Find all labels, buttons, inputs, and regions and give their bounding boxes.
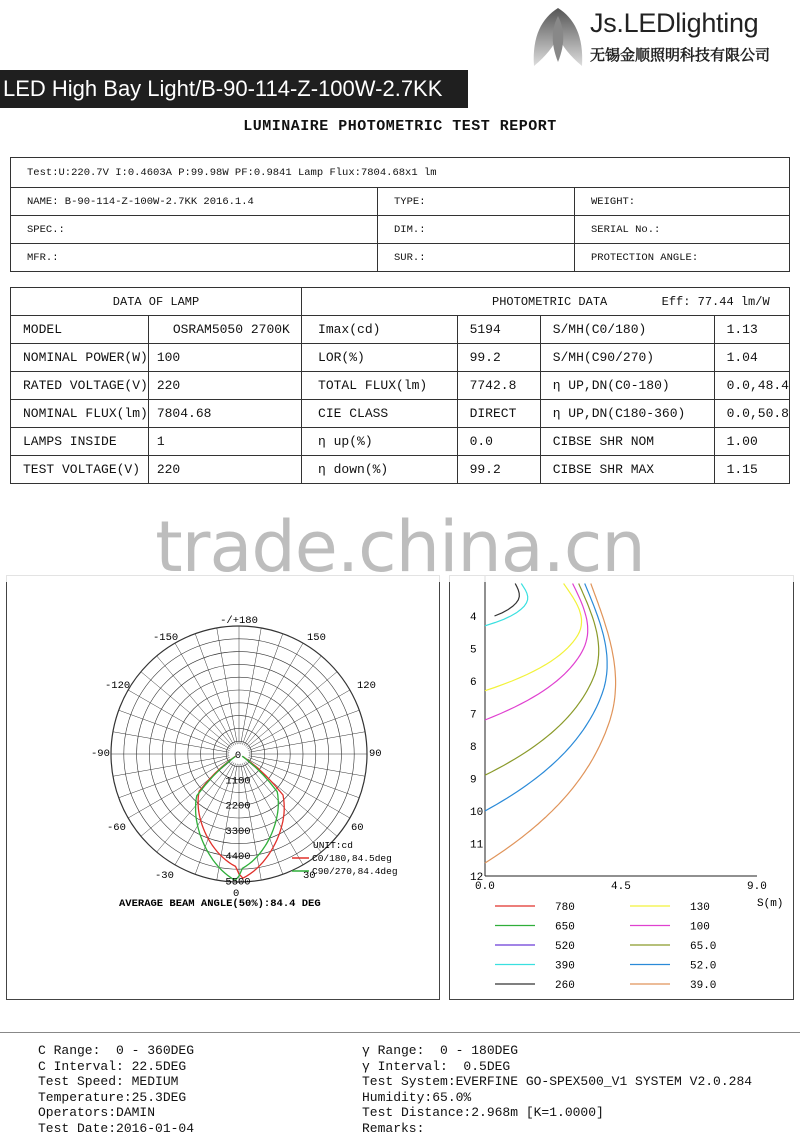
legend-label: 52.0 [690,960,717,973]
serial-field: SERIAL No.: [575,216,790,244]
legend-label: 520 [555,941,575,953]
isolux-legend [495,902,716,992]
radial-label: 5500 [225,876,251,889]
angle-label: -90 [91,748,110,760]
y-tick: 5 [470,644,477,657]
label-cell: MODEL [11,316,149,344]
value-cell: 0.0,50.8 [714,400,789,428]
legend-label: 130 [690,902,710,914]
value-cell: 1.00 [714,428,789,456]
label-cell: TEST VOLTAGE(V) [11,456,149,484]
table-row [11,456,790,484]
angle-label: -150 [153,632,179,644]
table-row [11,372,790,400]
value-cell: 7742.8 [457,372,540,400]
x-tick-labels [475,881,767,893]
y-tick: 11 [470,839,484,852]
polar-spoke [175,643,234,745]
label-cell: η down(%) [302,456,458,484]
polar-spoke [119,710,230,750]
value-cell: 220 [148,372,301,400]
angle-label: -120 [105,680,131,692]
y-tick: 10 [470,807,484,819]
radial-label: 3300 [225,825,251,838]
label-cell: TOTAL FLUX(lm) [302,372,458,400]
angle-label: 0 [233,888,240,900]
polar-spoke [244,643,303,745]
label-cell: Imax(cd) [302,316,458,344]
y-tick: 9 [470,774,477,787]
label-cell: η UP,DN(C0-180) [540,372,714,400]
polar-spoke [245,762,321,852]
label-cell: S/MH(C90/270) [540,344,714,372]
polar-intensity-chart [7,576,439,999]
y-tick: 8 [470,742,477,754]
value-cell: 0.0,48.4 [714,372,789,400]
isolux-curves [485,584,616,864]
sur-field: SUR.: [378,244,575,272]
value-cell: 100 [148,344,301,372]
angle-label: 150 [307,632,326,644]
polar-spoke [157,762,233,852]
angle-label: -60 [107,822,126,834]
legend-label: 65.0 [690,941,717,953]
company-name: 无锡金顺照明科技有限公司 [590,46,771,64]
isolux-contour [485,584,528,626]
isolux-contour [485,584,616,864]
polar-spoke [249,732,365,752]
polar-spoke [242,634,282,745]
label-cell: NOMINAL FLUX(lm) [11,400,149,428]
legend-label-c0: C0/180,84.5deg [312,853,392,864]
photometric-data-header [302,288,790,316]
test-info-table [10,157,790,272]
value-cell: 0.0 [457,428,540,456]
polar-spoke [119,757,230,797]
table-row [11,400,790,428]
report-title: LUMINAIRE PHOTOMETRIC TEST REPORT [243,118,557,135]
polar-spoke [113,756,229,776]
table-row [11,428,790,456]
x-tick: 4.5 [611,881,631,893]
value-cell: 99.2 [457,456,540,484]
unit-label: UNIT:cd [313,840,353,851]
company-logo [528,6,588,70]
x-tick: 0.0 [475,881,495,893]
radial-label: 2200 [225,800,251,813]
polar-spoke [128,759,230,818]
isolux-contour [485,584,588,721]
polar-spoke [157,656,233,746]
polar-spoke [241,628,261,744]
photometric-header-label: PHOTOMETRIC DATA [492,294,608,309]
type-field: TYPE: [378,188,575,216]
polar-spoke [113,732,229,752]
angle-label: -30 [155,870,174,882]
label-cell: CIBSE SHR NOM [540,428,714,456]
beam-angle-label: AVERAGE BEAM ANGLE(50%):84.4 DEG [119,898,321,910]
value-cell: 220 [148,456,301,484]
label-cell: η up(%) [302,428,458,456]
dim-field: DIM.: [378,216,575,244]
polar-spoke [217,628,237,744]
value-cell: 1 [148,428,301,456]
isolux-chart-panel [449,575,794,1000]
legend-label: 100 [690,921,710,934]
label-cell: RATED VOLTAGE(V) [11,372,149,400]
name-field: NAME: B-90-114-Z-100W-2.7KK 2016.1.4 [11,188,378,216]
isolux-contour [495,584,520,617]
polar-spoke [245,656,321,746]
label-cell: CIBSE SHR MAX [540,456,714,484]
angle-label: 90 [369,748,382,760]
y-tick: 6 [470,677,477,689]
value-cell: 1.04 [714,344,789,372]
y-tick: 12 [470,872,484,884]
legend-label: 260 [555,980,575,992]
polar-spoke [249,756,365,776]
polar-spoke [247,672,337,748]
legend-label: 780 [555,902,575,914]
angle-label: -/+180 [220,615,258,627]
radial-label: 0 [234,750,242,762]
watermark: trade.china.cn [155,506,645,588]
label-cell: S/MH(C0/180) [540,316,714,344]
y-tick: 4 [470,612,477,624]
value-cell: DIRECT [457,400,540,428]
lamp-data-header: DATA OF LAMP [11,288,302,316]
polar-spoke [248,759,350,818]
isolux-contour [485,584,582,691]
polar-spoke [128,690,230,749]
test-conditions: Test:U:220.7V I:0.4603A P:99.98W PF:0.9841 Lamp Flux:7804.68x1 lm [11,158,790,188]
polar-chart-panel [6,575,440,1000]
weight-field: WEIGHT: [575,188,790,216]
efficacy-value: Eff: 77.44 lm/W [661,294,770,309]
value-cell: 1.15 [714,456,789,484]
polar-spoke [248,690,350,749]
brand-name: Js.LEDlighting [590,8,759,38]
value-cell: 99.2 [457,344,540,372]
table-row [11,316,790,344]
test-parameters-right: γ Range: 0 - 180DEG γ Interval: 0.5DEG Test System:EVERFINE GO-SPEX500_V1 SYSTEM V2.0.284 Humidity:65.0% Test Distance:2.968m [K=1.0000] Remarks: [362,1043,753,1136]
test-parameters-left: C Range: 0 - 360DEG C Interval: 22.5DEG Test Speed: MEDIUM Temperature:25.3DEG Operators:DAMIN Test Date:2016-01-04 [38,1043,195,1136]
table-row [11,344,790,372]
legend-label: 39.0 [690,980,717,992]
legend-label-c90: C90/270,84.4deg [312,866,398,877]
isolux-chart [450,576,793,999]
protection-field: PROTECTION ANGLE: [575,244,790,272]
radial-label: 1100 [225,775,251,788]
x-unit-label: S(m) [757,898,784,910]
x-tick: 9.0 [747,881,767,893]
angle-label: 30 [303,870,316,882]
isolux-contour [485,584,607,812]
value-cell: 5194 [457,316,540,344]
photometric-data-table [10,287,790,484]
legend-label: 650 [555,921,575,934]
label-cell: CIE CLASS [302,400,458,428]
label-cell: LOR(%) [302,344,458,372]
radial-label: 4400 [225,851,251,864]
label-cell: LAMPS INSIDE [11,428,149,456]
y-tick-labels [470,612,484,884]
spec-field: SPEC.: [11,216,378,244]
angle-label: 60 [351,822,364,834]
value-cell: 1.13 [714,316,789,344]
mfr-field: MFR.: [11,244,378,272]
value-cell: 7804.68 [148,400,301,428]
label-cell: η UP,DN(C180-360) [540,400,714,428]
polar-spoke [244,763,303,865]
polar-spoke [141,672,231,748]
polar-spoke [248,710,359,750]
product-title: LED High Bay Light/B-90-114-Z-100W-2.7KK [0,70,468,108]
angle-label: 120 [357,680,376,692]
label-cell: NOMINAL POWER(W) [11,344,149,372]
y-tick: 7 [470,709,477,722]
polar-spoke [195,634,235,745]
legend-label: 390 [555,960,575,973]
value-cell: OSRAM5050 2700K [148,316,301,344]
footer-divider [0,1032,800,1033]
